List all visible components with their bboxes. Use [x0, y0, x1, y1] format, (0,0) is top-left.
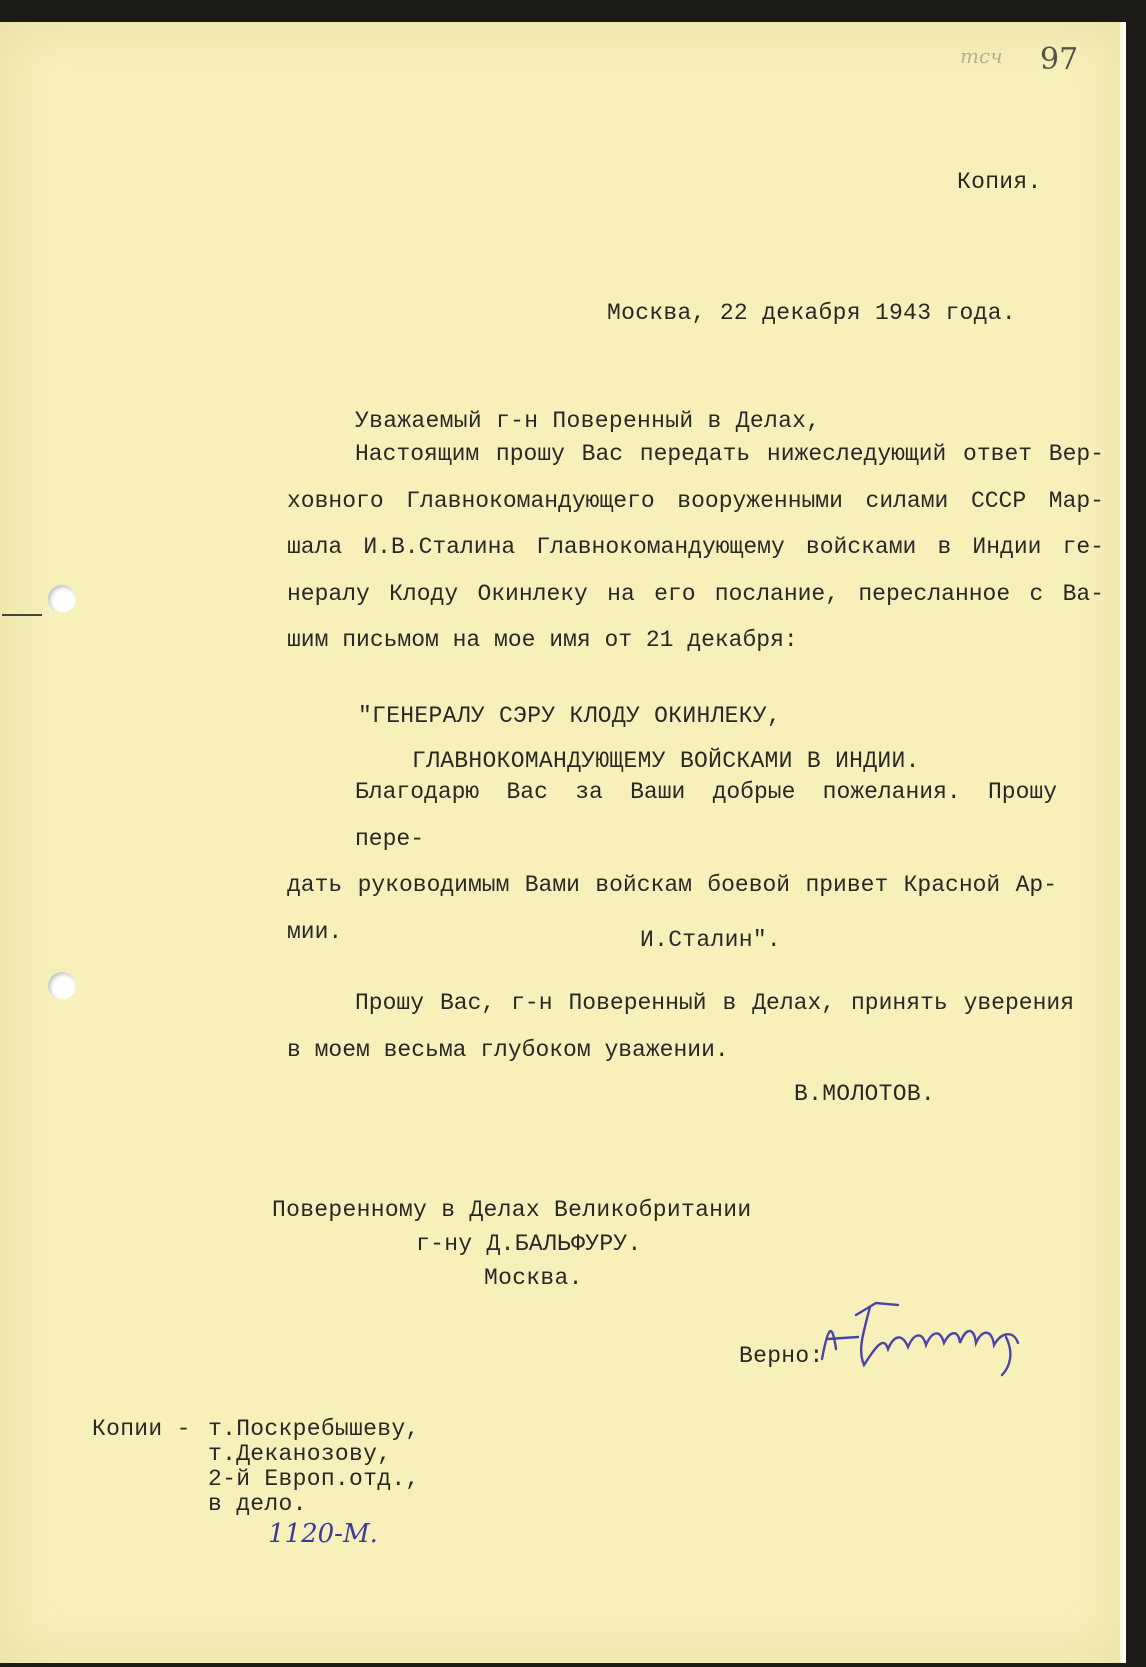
addressee-line-1: Поверенному в Делах Великобритании: [272, 1197, 752, 1223]
punch-hole-bottom: [48, 972, 76, 1000]
intro-paragraph: [287, 431, 1104, 664]
quoted-address-line-2: ГЛАВНОКОМАНДУЮЩЕМУ ВОЙСКАМИ В ИНДИИ.: [412, 748, 920, 774]
closing-line: в моем весьма глубоком уважении.: [287, 1036, 729, 1063]
copies-label: Копии -: [92, 1416, 191, 1442]
copies-recipient: в дело.: [208, 1491, 307, 1517]
intro-line: Настоящим прошу Вас передать нижеследующий ответ Вер-: [355, 441, 1104, 467]
intro-line: шала И.В.Сталина Главнокомандующему войсками в Индии ге-: [287, 534, 1104, 560]
handwritten-signature: [818, 1287, 1038, 1377]
archive-page-number: 97: [1040, 42, 1079, 77]
archive-handwritten-mark: тсч: [960, 44, 1003, 68]
quoted-line: мии.: [287, 918, 343, 945]
salutation: Уважаемый г-н Поверенный в Делах,: [355, 408, 821, 434]
signature-scribble: [818, 1287, 1038, 1377]
handwritten-number: 1120-М.: [268, 1519, 378, 1549]
quoted-line: Благодарю Вас за Ваши добрые пожелания. Прошу пере-: [355, 779, 1057, 852]
punch-hole-top: [48, 585, 76, 613]
document-page: [0, 22, 1126, 1663]
quoted-line: дать руководимым Вами войскам боевой привет Красной Ар-: [287, 872, 1057, 898]
addressee-line-3: Москва.: [484, 1265, 583, 1291]
copies-recipient: т.Поскребышеву,: [208, 1416, 420, 1442]
closing-paragraph: [287, 980, 1074, 1073]
copies-recipient: 2-й Европ.отд.,: [208, 1466, 420, 1492]
copies-recipient: т.Деканозову,: [208, 1441, 392, 1467]
intro-line: нералу Клоду Окинлеку на его послание, пересланное с Ва-: [287, 580, 1104, 607]
copy-label: Копия.: [957, 169, 1042, 195]
quoted-address-line-1: "ГЕНЕРАЛУ СЭРУ КЛОДУ ОКИНЛЕКУ,: [358, 703, 782, 729]
closing-line: Прошу Вас, г-н Поверенный в Делах, принять уверения: [355, 990, 1074, 1016]
intro-line: ховного Главнокомандующего вооруженными силами СССР Мар-: [287, 487, 1104, 514]
margin-mark: [2, 614, 42, 616]
quoted-signature: И.Сталин".: [640, 927, 782, 953]
signature-molotov: В.МОЛОТОВ.: [794, 1081, 936, 1107]
addressee-line-2: г-ну Д.БАЛЬФУРУ.: [416, 1231, 642, 1257]
certification-label: Верно:: [739, 1343, 824, 1369]
intro-line: шим письмом на мое имя от 21 декабря:: [287, 627, 798, 653]
date-line: Москва, 22 декабря 1943 года.: [607, 300, 1016, 326]
